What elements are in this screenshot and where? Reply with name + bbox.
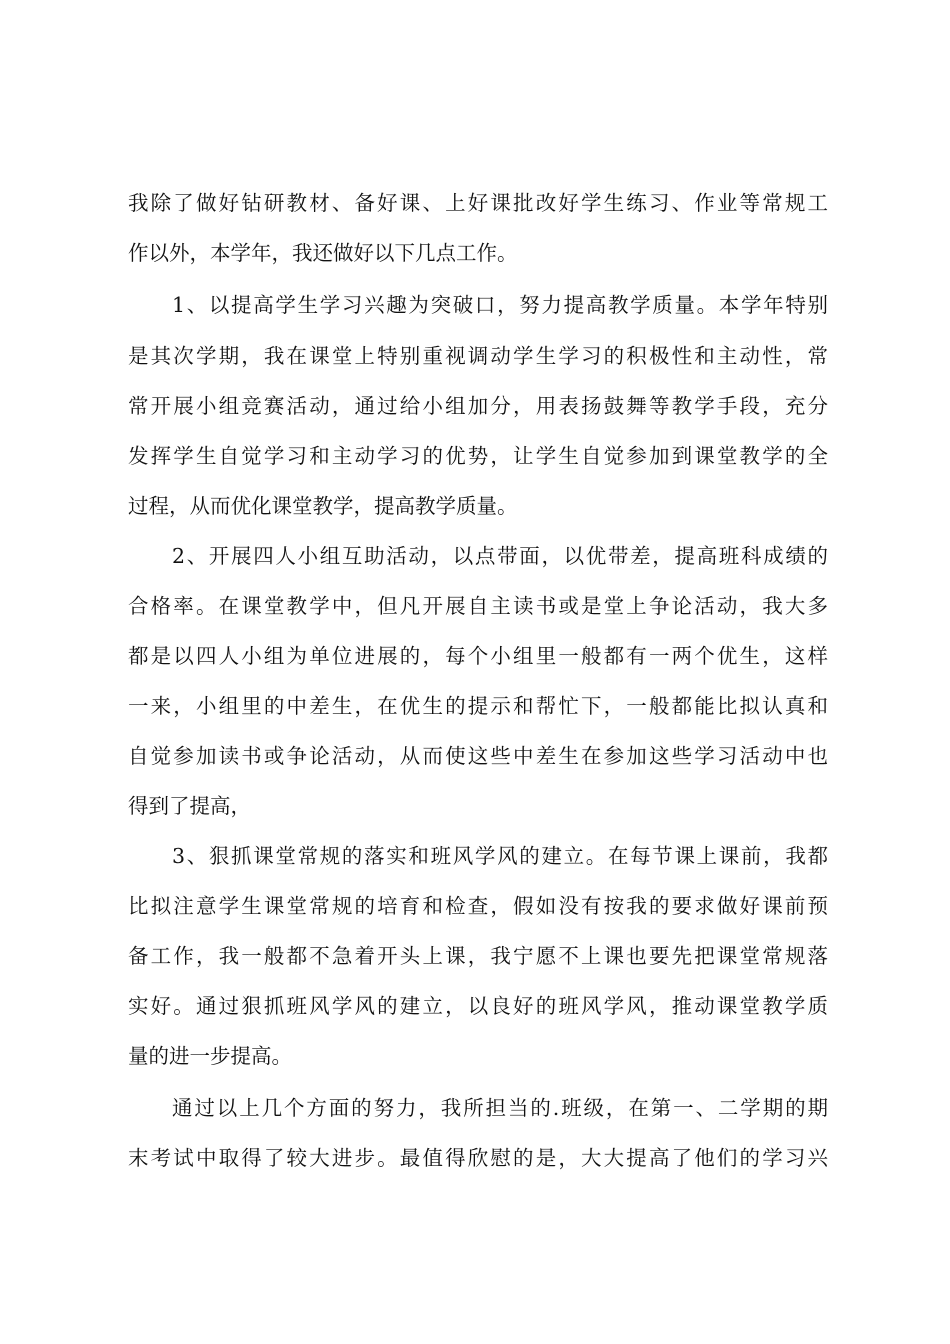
paragraph-line: 实好。通过狠抓班风学风的建立，以良好的班风学风，推动课堂教学质 <box>128 994 828 1018</box>
paragraph-line: 2、开展四人小组互助活动，以点带面，以优带差，提高班科成绩的 <box>172 544 828 568</box>
paragraph-line: 常开展小组竞赛活动，通过给小组加分，用表扬鼓舞等教学手段，充分 <box>128 394 828 418</box>
paragraph-line: 得到了提高， <box>128 794 251 818</box>
paragraph-line: 量的进一步提高。 <box>128 1044 292 1068</box>
paragraph-line: 3、狠抓课堂常规的落实和班风学风的建立。在每节课上课前，我都 <box>172 844 828 868</box>
paragraph-line: 都是以四人小组为单位进展的，每个小组里一般都有一两个优生，这样 <box>128 644 828 668</box>
paragraph-line: 过程，从而优化课堂教学，提高教学质量。 <box>128 494 518 518</box>
paragraph-line: 备工作，我一般都不急着开头上课，我宁愿不上课也要先把课堂常规落 <box>128 944 828 968</box>
paragraph-line: 发挥学生自觉学习和主动学习的优势，让学生自觉参加到课堂教学的全 <box>128 444 828 468</box>
paragraph-line: 1、以提高学生学习兴趣为突破口，努力提高教学质量。本学年特别 <box>172 293 828 317</box>
paragraph-line: 一来，小组里的中差生，在优生的提示和帮忙下，一般都能比拟认真和 <box>128 694 828 718</box>
paragraph-line: 作以外，本学年，我还做好以下几点工作。 <box>128 241 518 265</box>
paragraph-line: 自觉参加读书或争论活动，从而使这些中差生在参加这些学习活动中也 <box>128 744 828 768</box>
paragraph-line: 我除了做好钻研教材、备好课、上好课批改好学生练习、作业等常规工 <box>128 191 828 215</box>
paragraph-line: 通过以上几个方面的努力，我所担当的.班级，在第一、二学期的期 <box>172 1096 828 1120</box>
paragraph-line: 是其次学期，我在课堂上特别重视调动学生学习的积极性和主动性，常 <box>128 344 828 368</box>
paragraph-line: 比拟注意学生课堂常规的培育和检查，假如没有按我的要求做好课前预 <box>128 894 828 918</box>
paragraph-line: 合格率。在课堂教学中，但凡开展自主读书或是堂上争论活动，我大多 <box>128 594 828 618</box>
paragraph-line: 末考试中取得了较大进步。最值得欣慰的是，大大提高了他们的学习兴 <box>128 1146 828 1170</box>
